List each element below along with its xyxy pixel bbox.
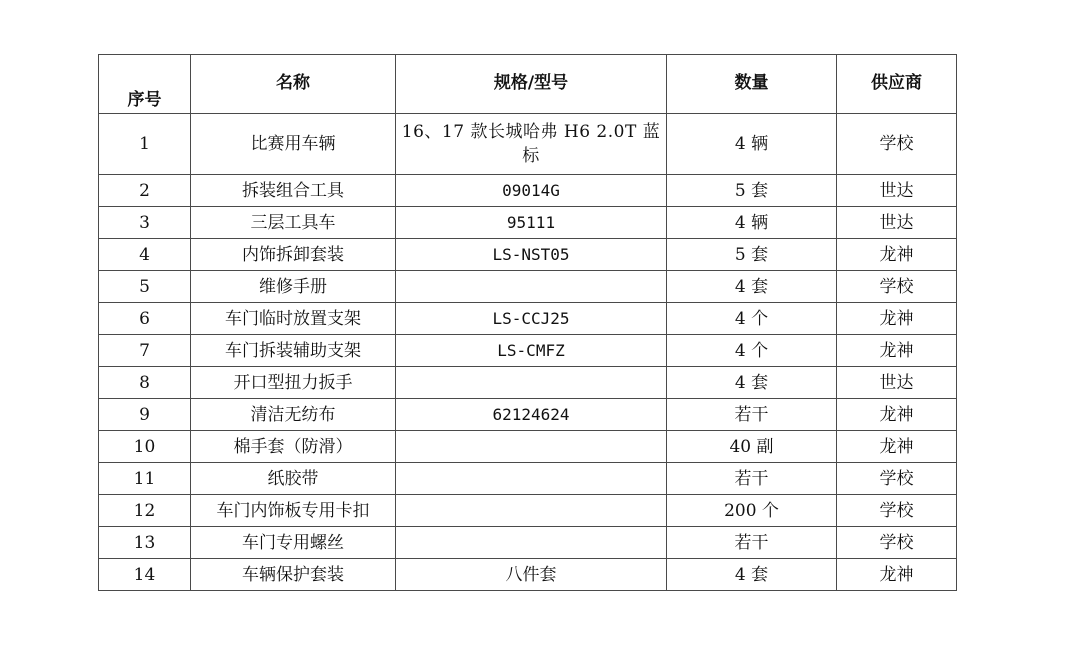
- cell-qty: 若干: [667, 463, 837, 495]
- cell-name: 拆装组合工具: [191, 175, 396, 207]
- table-header-row: [99, 55, 957, 114]
- cell-spec: [396, 463, 667, 495]
- cell-supplier: 龙神: [837, 335, 957, 367]
- cell-no: 3: [99, 207, 191, 239]
- header-supplier: 供应商: [837, 55, 957, 114]
- table-row: [99, 495, 957, 527]
- cell-qty: 4 套: [667, 367, 837, 399]
- table-row: [99, 463, 957, 495]
- cell-no: 12: [99, 495, 191, 527]
- cell-qty: 40 副: [667, 431, 837, 463]
- cell-spec: LS-CCJ25: [396, 303, 667, 335]
- cell-no: 11: [99, 463, 191, 495]
- cell-supplier: 学校: [837, 114, 957, 175]
- cell-spec: 62124624: [396, 399, 667, 431]
- header-no: 序号: [99, 55, 191, 114]
- cell-qty: 4 辆: [667, 207, 837, 239]
- cell-no: 14: [99, 559, 191, 591]
- table-row: [99, 335, 957, 367]
- cell-spec: [396, 527, 667, 559]
- cell-spec: 09014G: [396, 175, 667, 207]
- cell-qty: 若干: [667, 527, 837, 559]
- cell-spec: 八件套: [396, 559, 667, 591]
- cell-qty: 4 辆: [667, 114, 837, 175]
- cell-name: 车门拆装辅助支架: [191, 335, 396, 367]
- cell-name: 车辆保护套装: [191, 559, 396, 591]
- cell-qty: 5 套: [667, 175, 837, 207]
- cell-spec: [396, 367, 667, 399]
- cell-no: 10: [99, 431, 191, 463]
- table-row: [99, 431, 957, 463]
- cell-supplier: 龙神: [837, 303, 957, 335]
- cell-no: 9: [99, 399, 191, 431]
- cell-no: 13: [99, 527, 191, 559]
- header-spec: 规格/型号: [396, 55, 667, 114]
- cell-name: 比赛用车辆: [191, 114, 396, 175]
- equipment-table: [98, 54, 957, 591]
- cell-spec: [396, 431, 667, 463]
- cell-supplier: 龙神: [837, 239, 957, 271]
- cell-qty: 4 套: [667, 271, 837, 303]
- cell-supplier: 世达: [837, 175, 957, 207]
- cell-qty: 200 个: [667, 495, 837, 527]
- cell-supplier: 龙神: [837, 431, 957, 463]
- cell-supplier: 学校: [837, 463, 957, 495]
- cell-qty: 4 套: [667, 559, 837, 591]
- cell-supplier: 世达: [837, 367, 957, 399]
- cell-supplier: 龙神: [837, 559, 957, 591]
- cell-no: 4: [99, 239, 191, 271]
- cell-spec: LS-CMFZ: [396, 335, 667, 367]
- cell-supplier: 龙神: [837, 399, 957, 431]
- table-row: [99, 271, 957, 303]
- table-row: [99, 559, 957, 591]
- cell-qty: 若干: [667, 399, 837, 431]
- cell-no: 8: [99, 367, 191, 399]
- cell-supplier: 世达: [837, 207, 957, 239]
- cell-no: 6: [99, 303, 191, 335]
- equipment-table-container: [98, 54, 956, 591]
- cell-name: 维修手册: [191, 271, 396, 303]
- cell-name: 三层工具车: [191, 207, 396, 239]
- cell-supplier: 学校: [837, 495, 957, 527]
- cell-spec: 16、17 款长城哈弗 H6 2.0T 蓝标: [396, 114, 667, 175]
- table-row: [99, 527, 957, 559]
- table-row: [99, 239, 957, 271]
- cell-no: 1: [99, 114, 191, 175]
- table-row: [99, 175, 957, 207]
- cell-qty: 4 个: [667, 303, 837, 335]
- cell-supplier: 学校: [837, 527, 957, 559]
- cell-supplier: 学校: [837, 271, 957, 303]
- cell-spec: [396, 495, 667, 527]
- cell-spec: LS-NST05: [396, 239, 667, 271]
- cell-no: 7: [99, 335, 191, 367]
- table-row: [99, 303, 957, 335]
- cell-name: 车门专用螺丝: [191, 527, 396, 559]
- header-qty: 数量: [667, 55, 837, 114]
- cell-qty: 4 个: [667, 335, 837, 367]
- table-row: [99, 367, 957, 399]
- header-name: 名称: [191, 55, 396, 114]
- table-row: [99, 399, 957, 431]
- cell-name: 棉手套（防滑）: [191, 431, 396, 463]
- cell-spec: [396, 271, 667, 303]
- table-row: [99, 207, 957, 239]
- table-row: [99, 114, 957, 175]
- cell-name: 车门临时放置支架: [191, 303, 396, 335]
- cell-qty: 5 套: [667, 239, 837, 271]
- cell-name: 车门内饰板专用卡扣: [191, 495, 396, 527]
- cell-name: 清洁无纺布: [191, 399, 396, 431]
- cell-name: 纸胶带: [191, 463, 396, 495]
- cell-no: 5: [99, 271, 191, 303]
- cell-name: 开口型扭力扳手: [191, 367, 396, 399]
- cell-no: 2: [99, 175, 191, 207]
- cell-name: 内饰拆卸套装: [191, 239, 396, 271]
- cell-spec: 95111: [396, 207, 667, 239]
